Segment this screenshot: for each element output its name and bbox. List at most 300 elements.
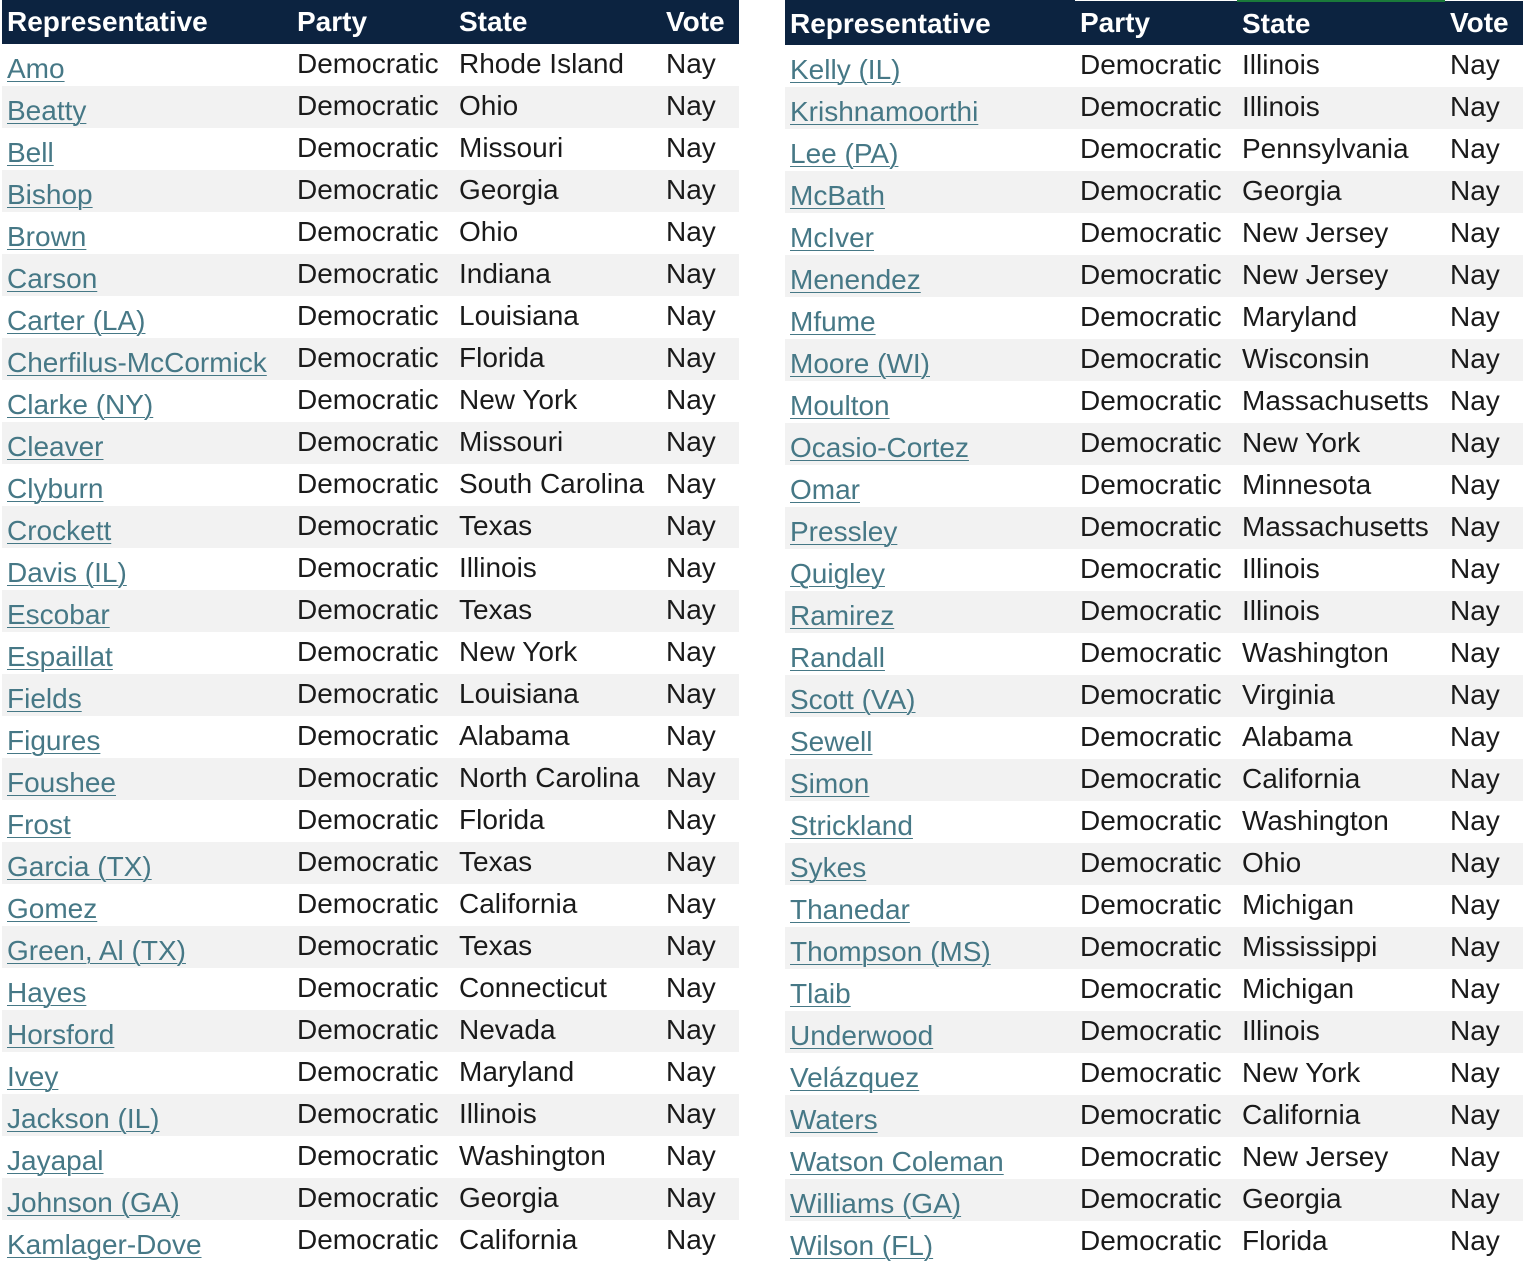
state-cell: Georgia — [454, 170, 661, 212]
state-cell: Georgia — [454, 1178, 661, 1220]
table-row — [2, 296, 739, 338]
representative-cell — [785, 843, 1075, 885]
state-cell: Minnesota — [1237, 465, 1445, 507]
representative-cell — [785, 1095, 1075, 1137]
representative-link[interactable]: Horsford — [7, 1019, 115, 1050]
table-row — [2, 1094, 739, 1136]
table-row — [785, 675, 1523, 717]
table-row — [785, 549, 1523, 591]
vote-cell: Nay — [661, 548, 739, 590]
representative-link[interactable]: Scott (VA) — [790, 684, 916, 715]
table-row — [785, 633, 1523, 675]
state-cell: Florida — [454, 800, 661, 842]
table-row — [2, 632, 739, 674]
representative-link[interactable]: Cherfilus-McCormick — [7, 347, 267, 378]
representative-cell — [2, 338, 292, 380]
representative-link[interactable]: McIver — [790, 222, 874, 253]
representative-link[interactable]: Bell — [7, 137, 54, 168]
representative-cell — [2, 380, 292, 422]
table-row — [2, 254, 739, 296]
state-cell: Alabama — [454, 716, 661, 758]
representative-cell — [2, 1094, 292, 1136]
representative-link[interactable]: Velázquez — [790, 1062, 920, 1093]
representative-link[interactable]: Tlaib — [790, 978, 851, 1009]
representative-link[interactable]: Green, Al (TX) — [7, 935, 186, 966]
header-state[interactable]: State — [454, 0, 661, 44]
representative-link[interactable]: Bishop — [7, 179, 93, 210]
representative-link[interactable]: Garcia (TX) — [7, 851, 152, 882]
state-cell: Missouri — [454, 422, 661, 464]
vote-cell: Nay — [1445, 339, 1523, 381]
party-cell: Democratic — [1075, 549, 1237, 591]
state-cell: Illinois — [454, 1094, 661, 1136]
state-cell: California — [454, 1220, 661, 1262]
state-cell: Mississippi — [1237, 927, 1445, 969]
party-cell: Democratic — [1075, 801, 1237, 843]
party-cell: Democratic — [1075, 591, 1237, 633]
state-cell: Illinois — [1237, 45, 1445, 87]
vote-cell: Nay — [661, 1052, 739, 1094]
table-row — [785, 129, 1523, 171]
party-cell: Democratic — [1075, 633, 1237, 675]
representative-link[interactable]: Ramirez — [790, 600, 895, 631]
vote-cell: Nay — [661, 464, 739, 506]
party-cell: Democratic — [1075, 885, 1237, 927]
representative-link[interactable]: Brown — [7, 221, 87, 252]
vote-cell: Nay — [1445, 1221, 1523, 1263]
vote-cell: Nay — [1445, 1137, 1523, 1179]
table-row — [2, 842, 739, 884]
header-row — [785, 1, 1523, 45]
representative-link[interactable]: Crockett — [7, 515, 112, 546]
representative-cell — [2, 1052, 292, 1094]
state-cell: South Carolina — [454, 464, 661, 506]
party-cell: Democratic — [292, 758, 454, 800]
representative-link[interactable]: Williams (GA) — [790, 1188, 962, 1219]
state-cell: Illinois — [1237, 1011, 1445, 1053]
party-cell: Democratic — [292, 632, 454, 674]
table-row — [2, 926, 739, 968]
representative-cell — [2, 254, 292, 296]
representative-link[interactable]: Omar — [790, 474, 860, 505]
representative-link[interactable]: Cleaver — [7, 431, 104, 462]
representative-link[interactable]: Escobar — [7, 599, 110, 630]
representative-link[interactable]: Kelly (IL) — [790, 54, 901, 85]
vote-cell: Nay — [661, 758, 739, 800]
representative-link[interactable]: Strickland — [790, 810, 913, 841]
representative-cell — [785, 507, 1075, 549]
state-cell: California — [454, 884, 661, 926]
party-cell: Democratic — [1075, 297, 1237, 339]
vote-cell: Nay — [661, 716, 739, 758]
representative-link[interactable]: Figures — [7, 725, 101, 756]
representative-cell — [2, 128, 292, 170]
vote-cell: Nay — [661, 1010, 739, 1052]
party-cell: Democratic — [292, 1136, 454, 1178]
table-row — [785, 717, 1523, 759]
state-cell: Illinois — [1237, 549, 1445, 591]
table-row — [2, 86, 739, 128]
party-cell: Democratic — [292, 1094, 454, 1136]
table-row — [2, 1220, 739, 1262]
representative-link[interactable]: Moulton — [790, 390, 890, 421]
representative-cell — [785, 927, 1075, 969]
table-row — [2, 548, 739, 590]
representative-link[interactable]: Kamlager-Dove — [7, 1229, 202, 1260]
table-row — [785, 423, 1523, 465]
state-cell: Washington — [1237, 801, 1445, 843]
representative-link[interactable]: Amo — [7, 53, 65, 84]
state-cell: Louisiana — [454, 674, 661, 716]
table-row — [2, 758, 739, 800]
representative-cell — [785, 675, 1075, 717]
representative-link[interactable]: Quigley — [790, 558, 885, 589]
representative-link[interactable]: Menendez — [790, 264, 921, 295]
state-cell: Missouri — [454, 128, 661, 170]
state-cell: Michigan — [1237, 885, 1445, 927]
representative-link[interactable]: Sewell — [790, 726, 873, 757]
table-row — [785, 1053, 1523, 1095]
representative-link[interactable]: Davis (IL) — [7, 557, 127, 588]
vote-cell: Nay — [661, 884, 739, 926]
representative-link[interactable]: Johnson (GA) — [7, 1187, 180, 1218]
table-row — [2, 1010, 739, 1052]
state-cell: Virginia — [1237, 675, 1445, 717]
party-cell: Democratic — [1075, 129, 1237, 171]
vote-cell: Nay — [661, 44, 739, 86]
representative-link[interactable]: Lee (PA) — [790, 138, 899, 169]
representative-cell — [2, 674, 292, 716]
representative-cell — [785, 717, 1075, 759]
vote-cell: Nay — [1445, 213, 1523, 255]
representative-cell — [2, 758, 292, 800]
representative-link[interactable]: Carter (LA) — [7, 305, 146, 336]
state-cell: New Jersey — [1237, 1137, 1445, 1179]
party-cell: Democratic — [292, 422, 454, 464]
state-cell: Nevada — [454, 1010, 661, 1052]
header-state[interactable]: State — [1237, 1, 1445, 45]
vote-cell: Nay — [1445, 87, 1523, 129]
vote-cell: Nay — [1445, 171, 1523, 213]
state-cell: Alabama — [1237, 717, 1445, 759]
table-row — [2, 380, 739, 422]
representative-link[interactable]: Moore (WI) — [790, 348, 930, 379]
representative-link[interactable]: Mfume — [790, 306, 876, 337]
vote-cell: Nay — [661, 506, 739, 548]
vote-cell: Nay — [1445, 801, 1523, 843]
representative-cell — [2, 422, 292, 464]
table-row — [2, 422, 739, 464]
header-row — [2, 0, 739, 44]
vote-cell: Nay — [1445, 1179, 1523, 1221]
vote-cell: Nay — [1445, 675, 1523, 717]
party-cell: Democratic — [1075, 171, 1237, 213]
vote-cell: Nay — [1445, 45, 1523, 87]
representative-cell — [2, 842, 292, 884]
representative-cell — [2, 632, 292, 674]
table-row — [2, 716, 739, 758]
party-cell: Democratic — [292, 716, 454, 758]
representative-link[interactable]: Thompson (MS) — [790, 936, 991, 967]
party-cell: Democratic — [292, 1178, 454, 1220]
representative-cell — [785, 171, 1075, 213]
vote-cell: Nay — [1445, 843, 1523, 885]
representative-link[interactable]: Krishnamoorthi — [790, 96, 979, 127]
vote-cell: Nay — [1445, 591, 1523, 633]
party-cell: Democratic — [1075, 381, 1237, 423]
representative-cell — [785, 423, 1075, 465]
vote-cell: Nay — [1445, 297, 1523, 339]
representative-link[interactable]: Ivey — [7, 1061, 59, 1092]
representative-cell — [785, 1179, 1075, 1221]
representative-link[interactable]: Pressley — [790, 516, 898, 547]
representative-cell — [785, 801, 1075, 843]
representative-cell — [785, 1053, 1075, 1095]
representative-cell — [785, 969, 1075, 1011]
party-cell: Democratic — [292, 296, 454, 338]
party-cell: Democratic — [1075, 843, 1237, 885]
state-cell: Connecticut — [454, 968, 661, 1010]
party-cell: Democratic — [292, 44, 454, 86]
party-cell: Democratic — [292, 338, 454, 380]
party-cell: Democratic — [292, 1052, 454, 1094]
representative-cell — [2, 926, 292, 968]
state-cell: Texas — [454, 926, 661, 968]
vote-table-right — [785, 0, 1523, 1263]
state-cell: Washington — [454, 1136, 661, 1178]
representative-cell — [785, 255, 1075, 297]
table-row — [785, 759, 1523, 801]
representative-link[interactable]: Wilson (FL) — [790, 1230, 934, 1261]
party-cell: Democratic — [1075, 1011, 1237, 1053]
table-row — [2, 800, 739, 842]
vote-cell: Nay — [1445, 1053, 1523, 1095]
table-row — [785, 1221, 1523, 1263]
table-row — [2, 128, 739, 170]
state-cell: Texas — [454, 842, 661, 884]
representative-link[interactable]: Waters — [790, 1104, 878, 1135]
vote-cell: Nay — [1445, 465, 1523, 507]
representative-link[interactable]: Espaillat — [7, 641, 113, 672]
party-cell: Democratic — [292, 1010, 454, 1052]
table-row — [785, 969, 1523, 1011]
state-cell: Ohio — [454, 212, 661, 254]
party-cell: Democratic — [292, 86, 454, 128]
representative-link[interactable]: Clyburn — [7, 473, 104, 504]
representative-link[interactable]: Frost — [7, 809, 71, 840]
table-row — [2, 674, 739, 716]
table-row — [2, 44, 739, 86]
table-row — [2, 464, 739, 506]
header-party[interactable]: Party — [292, 0, 454, 44]
vote-cell: Nay — [661, 128, 739, 170]
party-cell: Democratic — [1075, 87, 1237, 129]
representative-cell — [2, 296, 292, 338]
vote-cell: Nay — [1445, 885, 1523, 927]
party-cell: Democratic — [292, 212, 454, 254]
header-vote[interactable]: Vote — [1445, 1, 1523, 45]
state-cell: California — [1237, 759, 1445, 801]
table-row — [2, 1178, 739, 1220]
representative-link[interactable]: Fields — [7, 683, 82, 714]
state-cell: New York — [454, 380, 661, 422]
representative-cell — [785, 1011, 1075, 1053]
vote-cell: Nay — [1445, 255, 1523, 297]
table-row — [2, 590, 739, 632]
state-cell: New Jersey — [1237, 255, 1445, 297]
representative-cell — [785, 591, 1075, 633]
header-representative[interactable]: Representative — [785, 1, 1075, 45]
representative-link[interactable]: Sykes — [790, 852, 867, 883]
representative-link[interactable]: Jackson (IL) — [7, 1103, 160, 1134]
state-cell: Georgia — [1237, 171, 1445, 213]
representative-cell — [2, 506, 292, 548]
vote-cell: Nay — [661, 1136, 739, 1178]
party-cell: Democratic — [1075, 1179, 1237, 1221]
vote-cell: Nay — [661, 800, 739, 842]
representative-link[interactable]: Randall — [790, 642, 885, 673]
party-cell: Democratic — [292, 464, 454, 506]
state-cell: North Carolina — [454, 758, 661, 800]
vote-cell: Nay — [661, 170, 739, 212]
party-cell: Democratic — [1075, 423, 1237, 465]
vote-cell: Nay — [1445, 633, 1523, 675]
representative-link[interactable]: Hayes — [7, 977, 87, 1008]
header-party[interactable]: Party — [1075, 1, 1237, 45]
representative-cell — [785, 339, 1075, 381]
representative-cell — [785, 465, 1075, 507]
representative-link[interactable]: Watson Coleman — [790, 1146, 1004, 1177]
representative-link[interactable]: Carson — [7, 263, 98, 294]
representative-cell — [785, 885, 1075, 927]
representative-cell — [785, 759, 1075, 801]
table-row — [785, 255, 1523, 297]
party-cell: Democratic — [292, 506, 454, 548]
party-cell: Democratic — [1075, 759, 1237, 801]
representative-cell — [785, 633, 1075, 675]
representative-link[interactable]: Beatty — [7, 95, 87, 126]
vote-cell: Nay — [661, 1220, 739, 1262]
representative-link[interactable]: Underwood — [790, 1020, 934, 1051]
party-cell: Democratic — [1075, 213, 1237, 255]
header-vote[interactable]: Vote — [661, 0, 739, 44]
vote-cell: Nay — [661, 254, 739, 296]
table-row — [2, 338, 739, 380]
vote-cell: Nay — [1445, 423, 1523, 465]
table-row — [785, 801, 1523, 843]
representative-cell — [2, 716, 292, 758]
party-cell: Democratic — [292, 968, 454, 1010]
state-cell: Rhode Island — [454, 44, 661, 86]
header-representative[interactable]: Representative — [2, 0, 292, 44]
table-row — [785, 465, 1523, 507]
representative-link[interactable]: Gomez — [7, 893, 98, 924]
vote-cell: Nay — [661, 338, 739, 380]
table-row — [785, 1179, 1523, 1221]
representative-link[interactable]: Thanedar — [790, 894, 910, 925]
representative-link[interactable]: Simon — [790, 768, 870, 799]
state-cell: Pennsylvania — [1237, 129, 1445, 171]
party-cell: Democratic — [1075, 507, 1237, 549]
state-cell: Illinois — [1237, 87, 1445, 129]
party-cell: Democratic — [292, 800, 454, 842]
vote-cell: Nay — [1445, 549, 1523, 591]
table-row — [2, 170, 739, 212]
table-row — [785, 45, 1523, 87]
representative-cell — [2, 1136, 292, 1178]
representative-link[interactable]: Ocasio-Cortez — [790, 432, 969, 463]
representative-cell — [2, 1178, 292, 1220]
party-cell: Democratic — [1075, 1095, 1237, 1137]
state-cell: Indiana — [454, 254, 661, 296]
representative-cell — [785, 1137, 1075, 1179]
party-cell: Democratic — [292, 674, 454, 716]
party-cell: Democratic — [292, 380, 454, 422]
representative-cell — [2, 44, 292, 86]
state-cell: Georgia — [1237, 1179, 1445, 1221]
party-cell: Democratic — [1075, 1137, 1237, 1179]
state-cell: Ohio — [454, 86, 661, 128]
vote-cell: Nay — [661, 1094, 739, 1136]
party-cell: Democratic — [1075, 1053, 1237, 1095]
state-cell: Massachusetts — [1237, 381, 1445, 423]
table-row — [785, 927, 1523, 969]
representative-cell — [2, 590, 292, 632]
representative-link[interactable]: Clarke (NY) — [7, 389, 154, 420]
representative-link[interactable]: Foushee — [7, 767, 116, 798]
representative-cell — [2, 884, 292, 926]
vote-cell: Nay — [661, 86, 739, 128]
vote-cell: Nay — [661, 212, 739, 254]
state-cell: Florida — [454, 338, 661, 380]
table-row — [785, 1011, 1523, 1053]
state-cell: Michigan — [1237, 969, 1445, 1011]
vote-cell: Nay — [661, 926, 739, 968]
vote-cell: Nay — [1445, 717, 1523, 759]
vote-cell: Nay — [661, 590, 739, 632]
table-row — [2, 1052, 739, 1094]
vote-cell: Nay — [1445, 507, 1523, 549]
state-cell: Maryland — [454, 1052, 661, 1094]
state-cell: New York — [1237, 1053, 1445, 1095]
table-row — [785, 381, 1523, 423]
representative-cell — [785, 1221, 1075, 1263]
table-row — [2, 968, 739, 1010]
party-cell: Democratic — [292, 1220, 454, 1262]
table-row — [785, 1095, 1523, 1137]
table-row — [785, 213, 1523, 255]
representative-cell — [2, 170, 292, 212]
table-row — [2, 506, 739, 548]
vote-cell: Nay — [661, 632, 739, 674]
vote-cell: Nay — [661, 842, 739, 884]
party-cell: Democratic — [1075, 969, 1237, 1011]
vote-cell: Nay — [1445, 129, 1523, 171]
party-cell: Democratic — [1075, 45, 1237, 87]
state-cell: Texas — [454, 590, 661, 632]
table-row — [2, 1136, 739, 1178]
party-cell: Democratic — [1075, 339, 1237, 381]
vote-cell: Nay — [661, 674, 739, 716]
state-cell: Washington — [1237, 633, 1445, 675]
representative-cell — [785, 297, 1075, 339]
state-cell: Texas — [454, 506, 661, 548]
representative-cell — [2, 212, 292, 254]
state-cell: New Jersey — [1237, 213, 1445, 255]
representative-link[interactable]: McBath — [790, 180, 885, 211]
vote-cell: Nay — [661, 968, 739, 1010]
representative-link[interactable]: Jayapal — [7, 1145, 104, 1176]
